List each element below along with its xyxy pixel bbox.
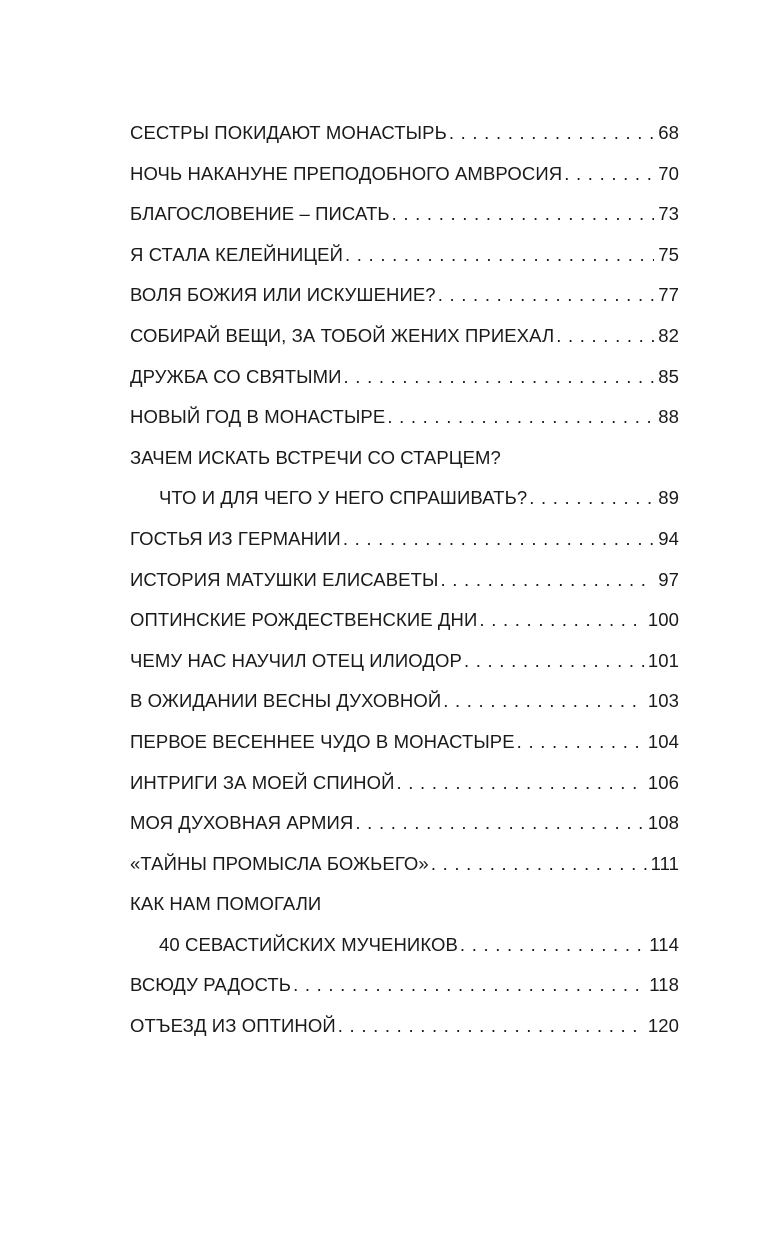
toc-entry-page: 94 xyxy=(658,527,679,549)
toc-entry[interactable] xyxy=(130,235,679,276)
toc-entry-page: 97 xyxy=(658,568,679,590)
toc-leader-dots xyxy=(449,113,654,154)
toc-entry-title: ДРУЖБА СО СВЯТЫМИ xyxy=(130,365,342,387)
toc-entry-page: 77 xyxy=(658,284,679,306)
toc-entry-title: ЧЕМУ НАС НАУЧИЛ ОТЕЦ ИЛИОДОР xyxy=(130,649,462,671)
toc-leader-dots xyxy=(345,235,654,276)
toc-entry[interactable] xyxy=(130,397,679,438)
toc-entry[interactable] xyxy=(130,884,679,965)
toc-entry-page: 103 xyxy=(647,690,679,712)
toc-entry[interactable] xyxy=(130,357,679,398)
toc-leader-dots xyxy=(338,1006,645,1047)
toc-entry-page: 89 xyxy=(658,487,679,509)
toc-leader-dots xyxy=(460,925,646,966)
toc-entry[interactable] xyxy=(130,965,679,1006)
toc-entry-title: БЛАГОСЛОВЕНИЕ – ПИСАТЬ xyxy=(130,203,390,225)
toc-entry-page: 88 xyxy=(658,406,679,428)
toc-entry[interactable] xyxy=(130,600,679,641)
toc-entry-page: 100 xyxy=(647,609,679,631)
toc-entry[interactable] xyxy=(130,641,679,682)
toc-entry-title-line2: 40 СЕВАСТИЙСКИХ МУЧЕНИКОВ xyxy=(159,933,458,955)
toc-entry-title-line1: КАК НАМ ПОМОГАЛИ xyxy=(130,893,322,915)
toc-entry-page: 75 xyxy=(658,243,679,265)
toc-entry-page: 114 xyxy=(649,933,679,955)
toc-entry[interactable] xyxy=(130,194,679,235)
toc-entry[interactable] xyxy=(130,844,679,885)
toc-leader-dots xyxy=(517,722,645,763)
toc-entry-title-line2: ЧТО И ДЛЯ ЧЕГО У НЕГО СПРАШИВАТЬ? xyxy=(159,487,528,509)
toc-entry-page: 85 xyxy=(658,365,679,387)
toc-entry[interactable] xyxy=(130,560,679,601)
toc-leader-dots xyxy=(438,275,654,316)
toc-entry-title: В ОЖИДАНИИ ВЕСНЫ ДУХОВНОЙ xyxy=(130,690,442,712)
toc-entry[interactable] xyxy=(130,722,679,763)
toc-entry[interactable] xyxy=(130,154,679,195)
toc-entry-page: 104 xyxy=(647,730,679,752)
toc-entry-title: СОБИРАЙ ВЕЩИ, ЗА ТОБОЙ ЖЕНИХ ПРИЕХАЛ xyxy=(130,324,555,346)
toc-entry[interactable] xyxy=(130,1006,679,1047)
toc-leader-dots xyxy=(392,194,654,235)
toc-entry-title: ПЕРВОЕ ВЕСЕННЕЕ ЧУДО В МОНАСТЫРЕ xyxy=(130,730,515,752)
toc-entry[interactable] xyxy=(130,803,679,844)
toc-entry-title: ВОЛЯ БОЖИЯ ИЛИ ИСКУШЕНИЕ? xyxy=(130,284,436,306)
toc-entry-title: Я СТАЛА КЕЛЕЙНИЦЕЙ xyxy=(130,243,343,265)
toc-leader-dots xyxy=(564,154,654,195)
toc-entry-page: 118 xyxy=(649,974,679,996)
toc-entry[interactable] xyxy=(130,763,679,804)
toc-leader-dots xyxy=(464,641,645,682)
toc-entry[interactable] xyxy=(130,438,679,519)
toc-entry-title: ОПТИНСКИЕ РОЖДЕСТВЕНСКИЕ ДНИ xyxy=(130,609,478,631)
toc-entry[interactable] xyxy=(130,113,679,154)
toc-entry-title: МОЯ ДУХОВНАЯ АРМИЯ xyxy=(130,812,354,834)
toc-entry-page: 73 xyxy=(658,203,679,225)
toc-entry-page: 101 xyxy=(647,649,679,671)
toc-leader-dots xyxy=(343,519,654,560)
toc-leader-dots xyxy=(556,316,654,357)
toc-entry-title-line1: ЗАЧЕМ ИСКАТЬ ВСТРЕЧИ СО СТАРЦЕМ? xyxy=(130,446,501,468)
toc-entry-title: ИСТОРИЯ МАТУШКИ ЕЛИСАВЕТЫ xyxy=(130,568,439,590)
toc-leader-dots xyxy=(479,600,644,641)
toc-leader-dots xyxy=(529,478,654,519)
toc-entry-title: ВСЮДУ РАДОСТЬ xyxy=(130,974,292,996)
toc-entry-title: НОЧЬ НАКАНУНЕ ПРЕПОДОБНОГО АМВРОСИЯ xyxy=(130,162,563,184)
toc-leader-dots xyxy=(396,763,644,804)
toc-entry-page: 120 xyxy=(647,1015,679,1037)
toc-entry-page: 70 xyxy=(658,162,679,184)
toc-leader-dots xyxy=(387,397,654,438)
toc-entry[interactable] xyxy=(130,681,679,722)
toc-entry-title: СЕСТРЫ ПОКИДАЮТ МОНАСТЫРЬ xyxy=(130,122,447,143)
toc-entry-title: ИНТРИГИ ЗА МОЕЙ СПИНОЙ xyxy=(130,771,395,793)
table-of-contents xyxy=(130,113,679,1047)
toc-leader-dots xyxy=(293,965,646,1006)
toc-entry-title: НОВЫЙ ГОД В МОНАСТЫРЕ xyxy=(130,406,386,428)
toc-leader-dots xyxy=(344,357,654,398)
toc-entry-title: ОТЪЕЗД ИЗ ОПТИНОЙ xyxy=(130,1015,336,1037)
toc-entry[interactable] xyxy=(130,519,679,560)
toc-entry-page: 82 xyxy=(658,324,679,346)
toc-leader-dots xyxy=(443,681,645,722)
toc-entry-page: 68 xyxy=(658,122,679,143)
toc-leader-dots xyxy=(431,844,648,885)
toc-entry-page: 106 xyxy=(647,771,679,793)
toc-entry-page: 108 xyxy=(647,812,679,834)
toc-entry[interactable] xyxy=(130,275,679,316)
toc-leader-dots xyxy=(355,803,644,844)
toc-entry-title: «ТАЙНЫ ПРОМЫСЛА БОЖЬЕГО» xyxy=(130,852,429,874)
toc-entry-page: 111 xyxy=(650,852,679,874)
toc-leader-dots xyxy=(441,560,655,601)
toc-entry-title: ГОСТЬЯ ИЗ ГЕРМАНИИ xyxy=(130,527,341,549)
toc-entry[interactable] xyxy=(130,316,679,357)
